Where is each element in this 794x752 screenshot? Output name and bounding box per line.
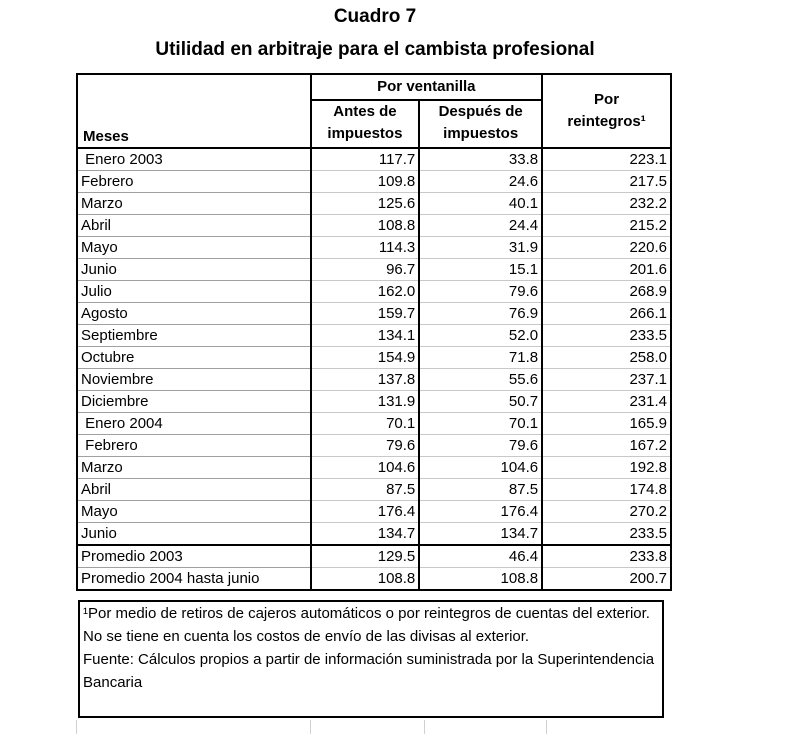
- header-empty-meses: [77, 74, 311, 127]
- cell-reintegros: 192.8: [542, 457, 671, 479]
- cell-mes: Febrero: [77, 435, 311, 457]
- cell-mes: Febrero: [77, 171, 311, 193]
- cell-reintegros: 237.1: [542, 369, 671, 391]
- cell-antes: 108.8: [311, 215, 420, 237]
- summary-row: [77, 568, 671, 591]
- table-row: [77, 281, 671, 303]
- header-reintegros-line1: Por: [594, 91, 620, 108]
- header-antes-de-impuestos: [311, 100, 420, 148]
- cell-mes: Septiembre: [77, 325, 311, 347]
- table-row: [77, 523, 671, 546]
- cell-despues: 46.4: [419, 545, 542, 568]
- cell-mes: Octubre: [77, 347, 311, 369]
- cell-antes: 162.0: [311, 281, 420, 303]
- cell-antes: 134.1: [311, 325, 420, 347]
- cell-antes: 129.5: [311, 545, 420, 568]
- header-antes-line1: Antes de: [333, 103, 397, 120]
- cell-mes: Enero 2003: [77, 148, 311, 171]
- cell-mes: Marzo: [77, 193, 311, 215]
- cell-despues: 134.7: [419, 523, 542, 546]
- cell-despues: 108.8: [419, 568, 542, 591]
- cell-antes: 137.8: [311, 369, 420, 391]
- cell-reintegros: 232.2: [542, 193, 671, 215]
- cell-despues: 15.1: [419, 259, 542, 281]
- cell-mes: Julio: [77, 281, 311, 303]
- cell-despues: 31.9: [419, 237, 542, 259]
- cell-despues: 40.1: [419, 193, 542, 215]
- cell-antes: 125.6: [311, 193, 420, 215]
- table-row: [77, 457, 671, 479]
- header-por-reintegros: [542, 74, 671, 148]
- grid-line: [546, 720, 547, 734]
- table-row: [77, 369, 671, 391]
- cell-despues: 87.5: [419, 479, 542, 501]
- cell-despues: 24.6: [419, 171, 542, 193]
- cell-reintegros: 200.7: [542, 568, 671, 591]
- cell-antes: 134.7: [311, 523, 420, 546]
- cell-antes: 176.4: [311, 501, 420, 523]
- cell-antes: 70.1: [311, 413, 420, 435]
- grid-line: [310, 720, 311, 734]
- table-row: [77, 479, 671, 501]
- cell-mes: Diciembre: [77, 391, 311, 413]
- cell-despues: 79.6: [419, 281, 542, 303]
- cell-reintegros: 233.5: [542, 325, 671, 347]
- cell-mes: Abril: [77, 479, 311, 501]
- cell-despues: 176.4: [419, 501, 542, 523]
- cell-reintegros: 167.2: [542, 435, 671, 457]
- cell-reintegros: 231.4: [542, 391, 671, 413]
- cell-reintegros: 215.2: [542, 215, 671, 237]
- cell-mes: Junio: [77, 259, 311, 281]
- table-row: [77, 391, 671, 413]
- table-row: [77, 325, 671, 347]
- cell-antes: 108.8: [311, 568, 420, 591]
- cell-reintegros: 220.6: [542, 237, 671, 259]
- cell-antes: 79.6: [311, 435, 420, 457]
- cell-reintegros: 258.0: [542, 347, 671, 369]
- header-reintegros-line2: reintegros¹: [567, 113, 646, 130]
- cell-reintegros: 165.9: [542, 413, 671, 435]
- cell-antes: 114.3: [311, 237, 420, 259]
- cell-reintegros: 268.9: [542, 281, 671, 303]
- table-row: [77, 347, 671, 369]
- cell-reintegros: 201.6: [542, 259, 671, 281]
- header-despues-line1: Después de: [438, 103, 523, 120]
- cell-despues: 71.8: [419, 347, 542, 369]
- cell-despues: 70.1: [419, 413, 542, 435]
- notes-box: [78, 600, 664, 718]
- source-text: Fuente: Cálculos propios a partir de información suministrada por la Superintendencia Bancaria: [83, 651, 655, 691]
- cell-mes: Enero 2004: [77, 413, 311, 435]
- cell-despues: 50.7: [419, 391, 542, 413]
- cell-mes: Junio: [77, 523, 311, 546]
- cell-antes: 117.7: [311, 148, 420, 171]
- table-row: [77, 193, 671, 215]
- cell-mes: Abril: [77, 215, 311, 237]
- cell-reintegros: 233.8: [542, 545, 671, 568]
- cell-promedio-label: Promedio 2004 hasta junio: [77, 568, 311, 591]
- cell-despues: 55.6: [419, 369, 542, 391]
- cell-reintegros: 174.8: [542, 479, 671, 501]
- table-row: [77, 501, 671, 523]
- cell-antes: 131.9: [311, 391, 420, 413]
- cell-promedio-label: Promedio 2003: [77, 545, 311, 568]
- cell-antes: 109.8: [311, 171, 420, 193]
- header-por-ventanilla: Por ventanilla: [311, 74, 543, 100]
- cell-antes: 104.6: [311, 457, 420, 479]
- cell-antes: 96.7: [311, 259, 420, 281]
- table-row: [77, 237, 671, 259]
- cell-reintegros: 270.2: [542, 501, 671, 523]
- cell-despues: 79.6: [419, 435, 542, 457]
- header-despues-de-impuestos: [419, 100, 542, 148]
- cell-mes: Marzo: [77, 457, 311, 479]
- cell-reintegros: 223.1: [542, 148, 671, 171]
- cell-despues: 76.9: [419, 303, 542, 325]
- table-row: [77, 303, 671, 325]
- header-despues-line2: impuestos: [443, 125, 519, 142]
- cell-reintegros: 233.5: [542, 523, 671, 546]
- cell-reintegros: 266.1: [542, 303, 671, 325]
- footnote-text: ¹Por medio de retiros de cajeros automáticos o por reintegros de cuentas del exterior. No se tiene en cuenta los costos de envío de las divisas al exterior.: [83, 605, 650, 645]
- table-row: [77, 259, 671, 281]
- cell-reintegros: 217.5: [542, 171, 671, 193]
- table-title: Utilidad en arbitraje para el cambista profesional: [155, 39, 595, 60]
- table-number-title: Cuadro 7: [333, 6, 417, 27]
- cell-antes: 154.9: [311, 347, 420, 369]
- cell-mes: Mayo: [77, 237, 311, 259]
- cell-antes: 159.7: [311, 303, 420, 325]
- table-row: [77, 215, 671, 237]
- header-meses: Meses: [77, 127, 311, 148]
- table-row: [77, 148, 671, 171]
- header-antes-line2: impuestos: [327, 125, 403, 142]
- grid-line: [424, 720, 425, 734]
- cell-antes: 87.5: [311, 479, 420, 501]
- cell-despues: 52.0: [419, 325, 542, 347]
- table-row: [77, 171, 671, 193]
- cell-despues: 104.6: [419, 457, 542, 479]
- cell-despues: 24.4: [419, 215, 542, 237]
- cell-mes: Agosto: [77, 303, 311, 325]
- cell-mes: Mayo: [77, 501, 311, 523]
- cell-despues: 33.8: [419, 148, 542, 171]
- table-row: [77, 413, 671, 435]
- table-row: [77, 435, 671, 457]
- summary-row: [77, 545, 671, 568]
- data-table: [76, 73, 672, 591]
- grid-line: [76, 720, 77, 734]
- cell-mes: Noviembre: [77, 369, 311, 391]
